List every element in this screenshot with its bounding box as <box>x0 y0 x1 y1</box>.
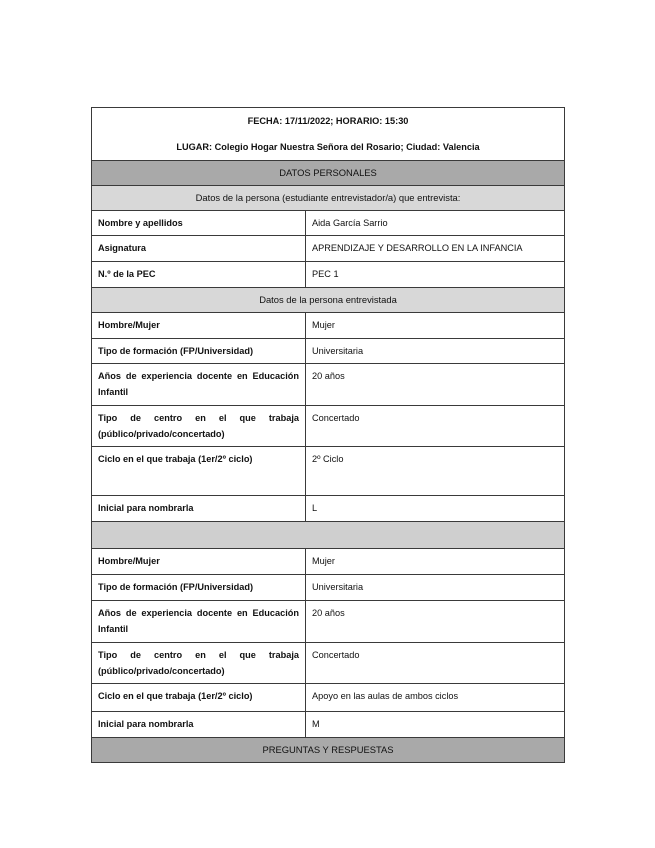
row-label: Tipo de formación (FP/Universidad) <box>92 339 306 364</box>
row-label: Años de experiencia docente en Educación Infantil <box>92 601 306 643</box>
row-value: Concertado <box>306 643 565 684</box>
interview-form-table <box>91 107 565 763</box>
separator-cell <box>92 522 565 549</box>
header-row <box>92 108 565 161</box>
table-row <box>92 496 565 522</box>
row-label: Hombre/Mujer <box>92 549 306 575</box>
row-label: Nombre y apellidos <box>92 211 306 236</box>
row-value: 2º Ciclo <box>306 447 565 496</box>
row-label: Inicial para nombrarla <box>92 712 306 738</box>
row-label: Inicial para nombrarla <box>92 496 306 522</box>
table-row <box>92 313 565 339</box>
table-row <box>92 406 565 447</box>
table-row <box>92 712 565 738</box>
table-row <box>92 339 565 364</box>
section-subtitle: Datos de la persona entrevistada <box>92 288 565 313</box>
row-value: Mujer <box>306 313 565 339</box>
row-label: Tipo de centro en el que trabaja (público/privado/concertado) <box>92 406 306 447</box>
row-label: Ciclo en el que trabaja (1er/2º ciclo) <box>92 684 306 712</box>
row-label: N.º de la PEC <box>92 262 306 288</box>
row-label: Tipo de formación (FP/Universidad) <box>92 575 306 601</box>
row-label: Tipo de centro en el que trabaja (público/privado/concertado) <box>92 643 306 684</box>
table-row <box>92 364 565 406</box>
row-value: L <box>306 496 565 522</box>
row-value: APRENDIZAJE Y DESARROLLO EN LA INFANCIA <box>306 236 565 262</box>
table-row <box>92 262 565 288</box>
row-label: Ciclo en el que trabaja (1er/2º ciclo) <box>92 447 306 496</box>
row-value: M <box>306 712 565 738</box>
table-row <box>92 447 565 496</box>
row-label: Años de experiencia docente en Educación Infantil <box>92 364 306 406</box>
table-row <box>92 211 565 236</box>
table-row <box>92 684 565 712</box>
row-value: Concertado <box>306 406 565 447</box>
row-value: Universitaria <box>306 575 565 601</box>
section-datos-personales <box>92 161 565 186</box>
row-value: Universitaria <box>306 339 565 364</box>
section-preguntas <box>92 738 565 763</box>
section-subtitle: Datos de la persona (estudiante entrevistador/a) que entrevista: <box>92 186 565 211</box>
lugar-line: LUGAR: Colegio Hogar Nuestra Señora del Rosario; Ciudad: Valencia <box>176 142 480 152</box>
row-value: 20 años <box>306 364 565 406</box>
header-cell <box>92 108 565 161</box>
separator-row <box>92 522 565 549</box>
row-value: Aida García Sarrio <box>306 211 565 236</box>
section-title: DATOS PERSONALES <box>92 161 565 186</box>
row-label: Asignatura <box>92 236 306 262</box>
row-value: Mujer <box>306 549 565 575</box>
table-row <box>92 236 565 262</box>
row-value: 20 años <box>306 601 565 643</box>
table-row <box>92 575 565 601</box>
table-row <box>92 643 565 684</box>
section-entrevistada <box>92 288 565 313</box>
table-row <box>92 601 565 643</box>
table-row <box>92 549 565 575</box>
row-label: Hombre/Mujer <box>92 313 306 339</box>
section-title: PREGUNTAS Y RESPUESTAS <box>92 738 565 763</box>
fecha-line: FECHA: 17/11/2022; HORARIO: 15:30 <box>247 116 409 126</box>
section-estudiante <box>92 186 565 211</box>
row-value: PEC 1 <box>306 262 565 288</box>
row-value: Apoyo en las aulas de ambos ciclos <box>306 684 565 712</box>
